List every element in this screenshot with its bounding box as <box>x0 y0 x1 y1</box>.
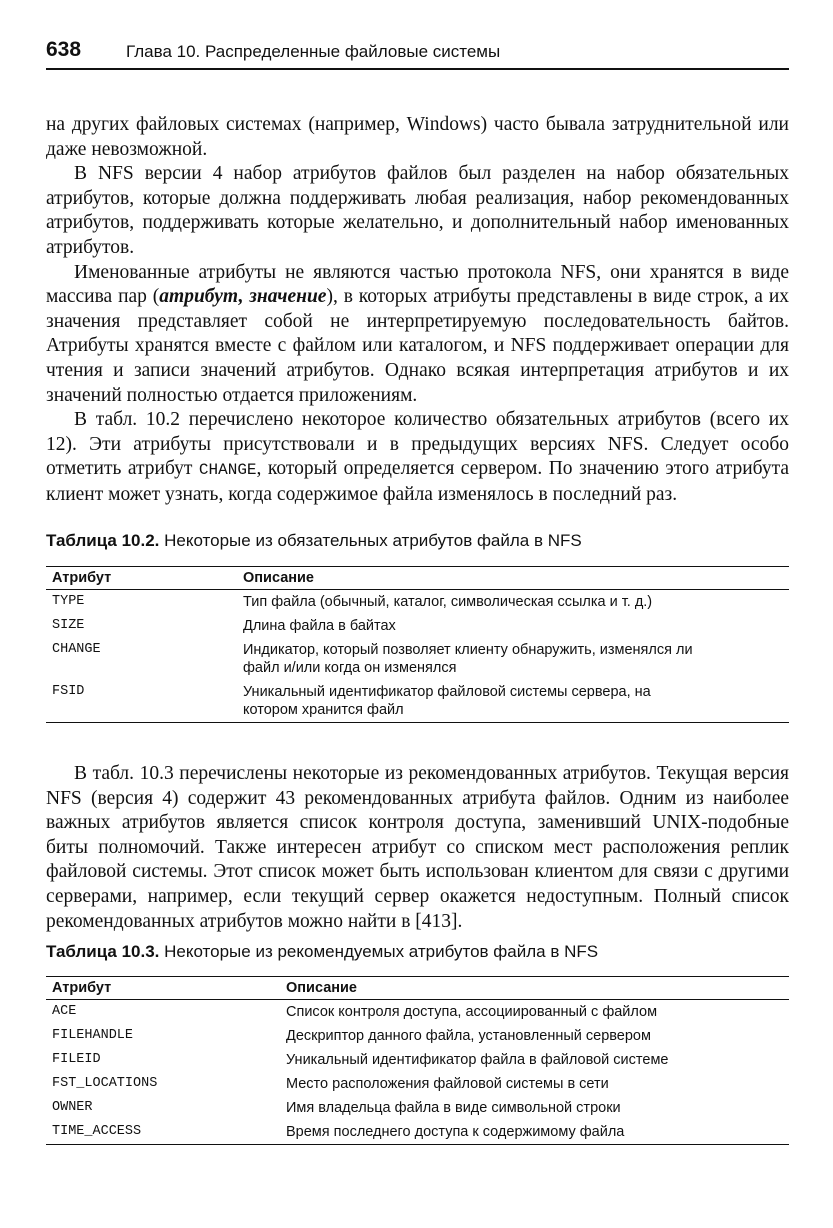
table-row <box>46 614 789 638</box>
table-cell: ACE <box>52 1004 77 1019</box>
column-header: Атрибут <box>46 977 280 1000</box>
caption-label: Таблица 10.2. <box>46 531 160 550</box>
table-header-row <box>46 977 789 1000</box>
table-cell: Время последнего доступа к содержимому файла <box>280 1120 789 1145</box>
table-row <box>46 1120 789 1145</box>
inline-code: CHANGE <box>198 461 257 480</box>
table-cell: FILEHANDLE <box>52 1028 134 1043</box>
table-cell: Длина файла в байтах <box>243 618 396 634</box>
paragraph: на других файловых системах (например, Windows) часто бывала затруднительной или даже невозможной. <box>46 114 789 160</box>
column-header: Описание <box>237 567 789 590</box>
table-cell: Дескриптор данного файла, установленный сервером <box>286 1028 651 1044</box>
table-cell: FST_LOCATIONS <box>52 1076 158 1091</box>
table-cell: FILEID <box>52 1052 101 1067</box>
paragraph <box>46 261 789 409</box>
table-row <box>46 1072 789 1096</box>
table-row <box>46 590 789 615</box>
table-cell: Индикатор, который позволяет клиенту обнаружить, изменялся ли файл и/или когда он изменялся <box>243 642 693 676</box>
attributes-table-required <box>46 566 789 723</box>
paragraph: В табл. 10.3 перечислены некоторые из рекомендованных атрибутов. Текущая версия NFS (версия 4) содержит 43 рекомендованных атрибута файлов. Одним из наиболее важных атрибутов является список контроля доступа, заменивший UNIX-подобные биты полномочий. Также интересен атрибут со списком мест расположения реплик файловой системы. Этот список может быть использован клиентом для связи с другими серверами, например, если текущий сервер окажется недоступным. Полный список рекомендованных атрибутов можно найти в [413]. <box>46 763 789 932</box>
table-cell: SIZE <box>52 618 85 633</box>
column-header: Описание <box>280 977 789 1000</box>
page-number: 638 <box>46 38 82 61</box>
body-text-bottom <box>46 762 789 934</box>
caption-label: Таблица 10.3. <box>46 942 160 961</box>
table-caption <box>46 531 582 551</box>
page-header <box>46 38 789 70</box>
table-row <box>46 638 789 680</box>
table-cell: OWNER <box>52 1100 93 1115</box>
table-cell: FSID <box>46 680 237 723</box>
paragraph <box>46 408 789 507</box>
caption-text: Некоторые из обязательных атрибутов файла в NFS <box>159 531 582 550</box>
text-run: ), в которых атрибуты представлены в виде строк, а их значения представляет собой не интерпретируемую последовательность байтов. Атрибуты хранятся вместе с файлом или каталогом, и NFS поддерживает операции для чтения и записи значений атрибутов. Однако всякая интерпретация атрибутов и их значений полностью отдается приложениям. <box>46 286 790 406</box>
table-cell: Тип файла (обычный, каталог, символическая ссылка и т. д.) <box>243 594 653 610</box>
table-cell: TYPE <box>52 594 85 609</box>
table-row <box>46 1048 789 1072</box>
running-title: Глава 10. Распределенные файловые системы <box>126 42 501 61</box>
table-cell: Место расположения файловой системы в сети <box>286 1076 609 1092</box>
table-cell: Уникальный идентификатор файловой системы сервера, на котором хранится файл <box>237 680 789 723</box>
table-row <box>46 1000 789 1025</box>
table-row <box>46 1096 789 1120</box>
table-cell: Имя владельца файла в виде символьной строки <box>286 1100 621 1116</box>
text-run: , который определяется сервером. По значению этого атрибута клиент может узнать, когда содержимое файла изменялось в последний раз. <box>46 458 789 505</box>
text-run: Именованные атрибуты не являются частью протокола NFS, они хранятся в виде массива пар ( <box>46 261 789 308</box>
table-cell: Уникальный идентификатор файла в файловой системе <box>286 1052 669 1068</box>
table-row <box>46 1024 789 1048</box>
table-cell: Список контроля доступа, ассоциированный с файлом <box>286 1004 658 1020</box>
table-caption <box>46 942 598 962</box>
table-cell: TIME_ACCESS <box>46 1120 280 1145</box>
table-row <box>46 680 789 723</box>
body-text-top <box>46 113 789 508</box>
table-header-row <box>46 567 789 590</box>
table-cell: CHANGE <box>52 642 101 657</box>
emphasis: атрибут, значение <box>159 286 327 308</box>
paragraph: В NFS версии 4 набор атрибутов файлов был разделен на набор обязательных атрибутов, которые должна поддерживать любая реализация, набор рекомендованных атрибутов, поддерживать которые желательно, и дополнительный набор именованных атрибутов. <box>46 163 789 258</box>
attributes-table-recommended <box>46 976 789 1145</box>
column-header: Атрибут <box>46 567 237 590</box>
caption-text: Некоторые из рекомендуемых атрибутов файла в NFS <box>159 942 599 961</box>
text-run: В табл. 10.2 перечислено некоторое количество обязательных атрибутов (всего их 12). Эти атрибуты присутствовали и в предыдущих версиях NFS. Следует особо отметить атрибут <box>46 409 789 480</box>
